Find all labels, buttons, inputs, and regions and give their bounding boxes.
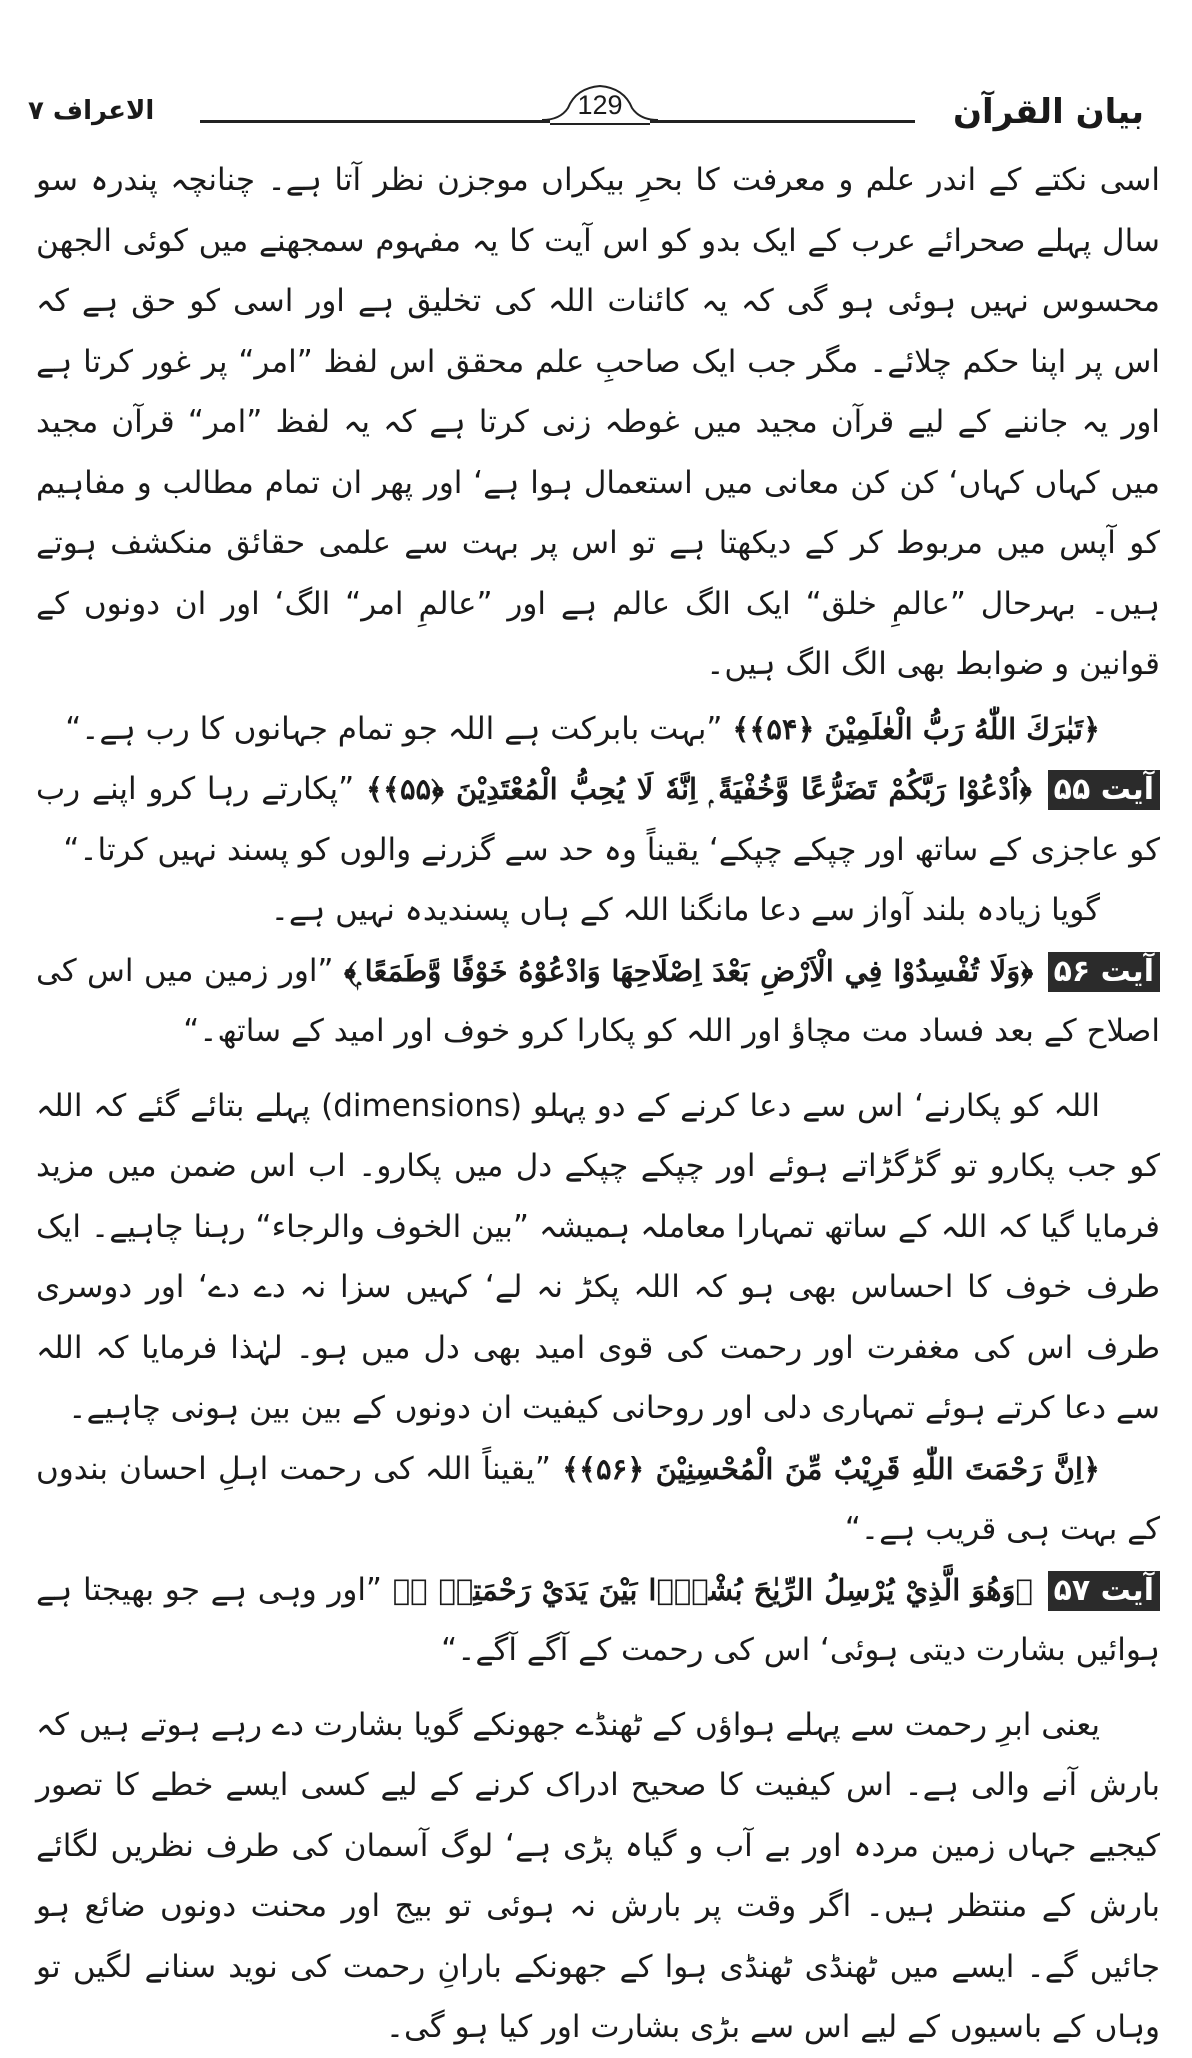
book-title: بیان القرآن: [953, 92, 1144, 132]
verse-55-arabic: ﴿اُدْعُوْا رَبَّكُمْ تَضَرُّعًا وَّخُفْيَةً ۭ اِنَّهٗ لَا يُحِبُّ الْمُعْتَدِيْنَ ﴿۵۵﴾﴾: [365, 772, 1032, 806]
verse-block-56: [36, 941, 1160, 1062]
verse-57-translation: ”اور وہی ہے جو بھیجتا ہے ہوائیں بشارت دیتی ہوئی‘ اس کی رحمت کے آگے آگے۔“: [36, 1571, 1160, 1668]
verse-block-55: [36, 759, 1160, 880]
verse-56b-arabic: ﴿اِنَّ رَحْمَتَ اللّٰهِ قَرِيْبٌ مِّنَ الْمُحْسِنِيْنَ ﴿۵۶﴾﴾: [562, 1451, 1100, 1486]
paragraph-loud-dua: گویا زیادہ بلند آواز سے دعا مانگنا اللہ کے ہاں پسندیدہ نہیں ہے۔: [270, 892, 1100, 928]
page-content: [36, 150, 1160, 2058]
verse-56-translation: ”اور زمین میں اس کی اصلاح کے بعد فساد مت مچاؤ اور اللہ کو پکارا کرو خوف اور امید کے ساتھ۔“: [36, 952, 1160, 1049]
paragraph-dimensions: اللہ کو پکارنے‘ اس سے دعا کرنے کے دو پہلو (dimensions) پہلے بتائے گئے کہ اللہ کو جب پکارو تو گڑگڑاتے ہوئے اور چپکے چپکے دل میں پکارو۔ اب اس ضمن میں مزید فرمایا گیا کہ اللہ کے ساتھ تمہارا معاملہ ہمیشہ ”بین الخوف والرجاء“ رہنا چاہیے۔ ایک طرف خوف کا احساس بھی ہو کہ اللہ پکڑ نہ لے‘ کہیں سزا نہ دے دے‘ اور دوسری طرف اس کی مغفرت اور رحمت کی قوی امید بھی دل میں ہو۔ لہٰذا فرمایا کہ اللہ سے دعا کرتے ہوئے تمہاری دلی اور روحانی کیفیت ان دونوں کے بین بین ہونی چاہیے۔: [36, 1087, 1160, 1426]
header-rule-left: [200, 120, 550, 123]
surah-name: الاعراف ۷: [28, 96, 155, 126]
page-number-ornament: [540, 78, 660, 130]
verse-block-56b: [36, 1439, 1160, 1560]
verse-56b-translation: ”یقیناً اللہ کی رحمت اہلِ احسان بندوں کے بہت ہی قریب ہے۔“: [36, 1450, 1160, 1547]
verse-54-arabic: ﴿تَبٰرَكَ اللّٰهُ رَبُّ الْعٰلَمِيْنَ ﴿۵۴﴾﴾: [732, 711, 1100, 746]
ayah-badge-57: آیت ۵۷: [1048, 1571, 1160, 1611]
paragraph-1: اسی نکتے کے اندر علم و معرفت کا بحرِ بیکراں موجزن نظر آتا ہے۔ چنانچہ پندرہ سو سال پہلے صحرائے عرب کے ایک بدو کو اس آیت کا یہ مفہوم سمجھنے میں کوئی الجھن محسوس نہیں ہوئی ہو گی کہ یہ کائنات اللہ کی تخلیق ہے اور اسی کو حق ہے کہ اس پر اپنا حکم چلائے۔ مگر جب ایک صاحبِ علم محقق اس لفظ ”امر“ پر غور کرتا ہے اور یہ جاننے کے لیے قرآن مجید میں غوطہ زنی کرتا ہے کہ یہ لفظ ”امر“ قرآن مجید میں کہاں کہاں‘ کن کن معانی میں استعمال ہوا ہے‘ اور پھر ان تمام مطالب و مفاہیم کو آپس میں مربوط کر کے دیکھتا ہے تو اس پر بہت سے علمی حقائق منکشف ہوتے ہیں۔ بہرحال ”عالمِ خلق“ ایک الگ عالم ہے اور ”عالمِ امر“ الگ‘ اور ان دونوں کے قوانین و ضوابط بھی الگ الگ ہیں۔: [36, 162, 1160, 682]
page-number: 129: [577, 90, 623, 120]
verse-56-arabic: ﴿وَلَا تُفْسِدُوْا فِي الْاَرْضِ بَعْدَ اِصْلَاحِهَا وَادْعُوْهُ خَوْفًا وَّطَمَعًا ۭ﴾: [343, 953, 1034, 988]
header-rule-right: [650, 120, 915, 123]
ayah-badge-55: آیت ۵۵: [1048, 770, 1160, 810]
paragraph-rain-glad-tidings: یعنی ابرِ رحمت سے پہلے ہواؤں کے ٹھنڈے جھونکے گویا بشارت دے رہے ہوتے ہیں کہ بارش آنے والی ہے۔ اس کیفیت کا صحیح ادراک کرنے کے لیے کسی ایسے خطے کا تصور کیجیے جہاں زمین مردہ اور بے آب و گیاہ پڑی ہے‘ لوگ آسمان کی طرف نظریں لگائے بارش کے منتظر ہیں۔ اگر وقت پر بارش نہ ہوئی تو بیج اور محنت دونوں ضائع ہو جائیں گے۔ ایسے میں ٹھنڈی ٹھنڈی ہوا کے جھونکے بارانِ رحمت کی نوید سنانے لگیں تو وہاں کے باسیوں کے لیے اس سے بڑی بشارت اور کیا ہو گی۔: [36, 1706, 1160, 2045]
verse-54-translation: ”بہت بابرکت ہے اللہ جو تمام جہانوں کا رب ہے۔“: [65, 710, 723, 747]
verse-block-57: [36, 1560, 1160, 1681]
verse-57-arabic: ﴿وَهُوَ الَّذِيْ يُرْسِلُ الرِّيٰحَ بُشْرًۢا بَيْنَ يَدَيْ رَحْمَتِهٖ ۭ﴾: [392, 1572, 1033, 1607]
verse-55-translation: ”پکارتے رہا کرو اپنے رب کو عاجزی کے ساتھ اور چپکے چپکے‘ یقیناً وہ حد سے گزرنے والوں کو پسند نہیں کرتا۔“: [36, 771, 1160, 868]
ayah-badge-56: آیت ۵۶: [1048, 952, 1160, 992]
verse-block-54: [36, 699, 1160, 760]
